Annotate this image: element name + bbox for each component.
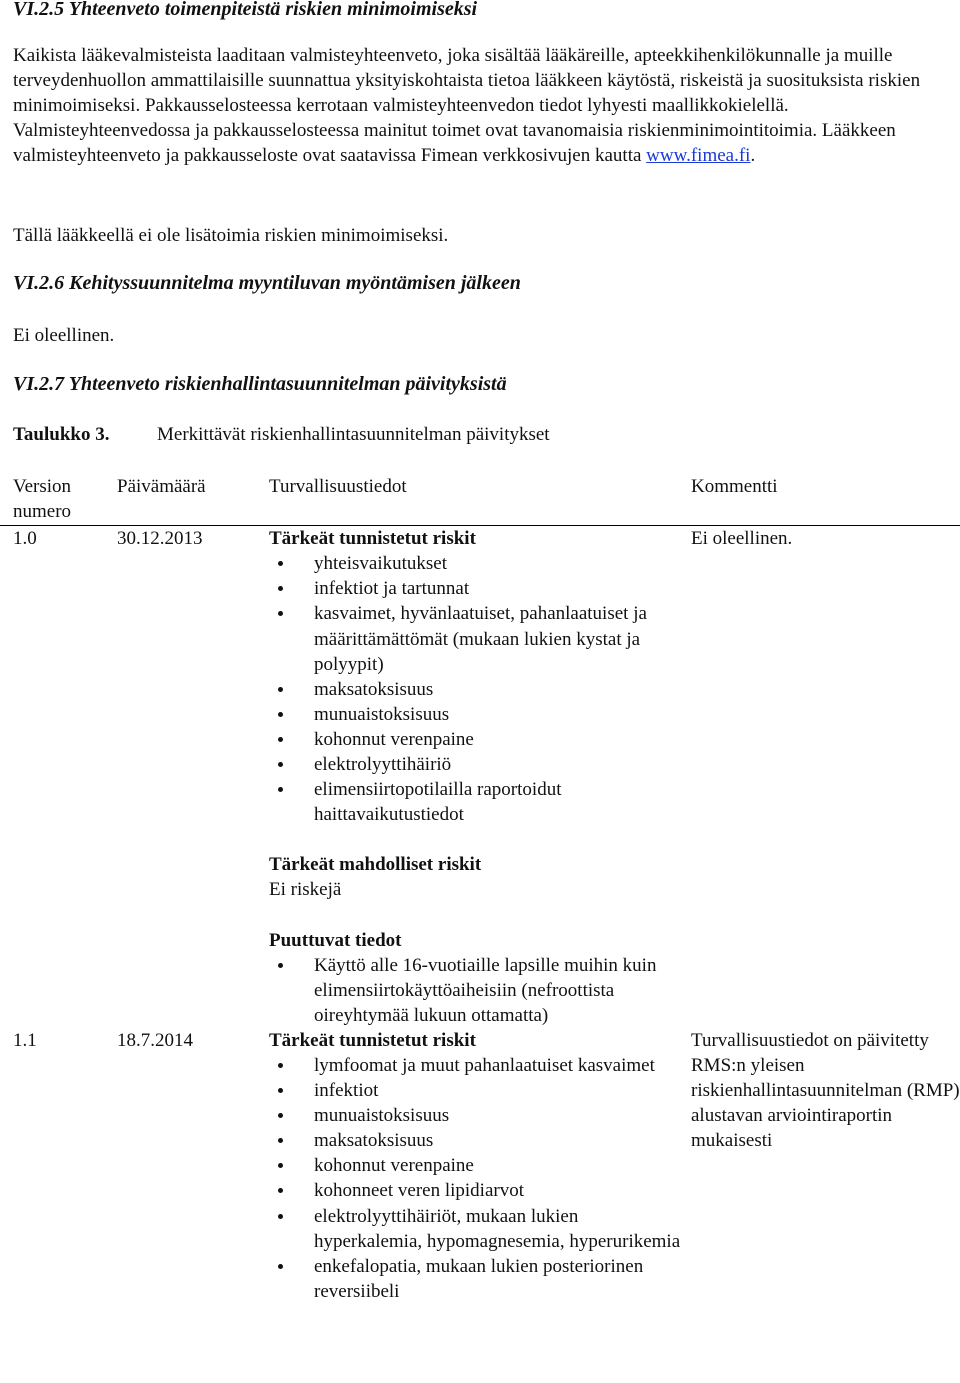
header-version: Version numero	[13, 476, 72, 523]
list-item-text: infektiot ja tartunnat	[314, 578, 470, 600]
section-heading-vi-2-7: VI.2.7 Yhteenveto riskienhallintasuunnitelman päivityksistä	[13, 373, 507, 395]
bullet-icon	[278, 1188, 283, 1193]
potential-risks-title: Tärkeät mahdolliset riskit	[269, 854, 482, 876]
list-item-text: elektrolyyttihäiriöt, mukaan lukien hyperkalemia, hypomagnesemia, hyperurikemia	[314, 1205, 681, 1252]
bullet-icon	[278, 712, 283, 717]
paragraph-end: .	[750, 145, 756, 167]
table-caption-text: Merkittävät riskienhallintasuunnitelman päivitykset	[157, 424, 550, 445]
list-item	[269, 777, 691, 827]
cell-version: 1.0	[13, 528, 37, 550]
header-date: Päivämäärä	[117, 476, 206, 497]
list-item-text: kasvaimet, hyvänlaatuiset, pahanlaatuiset ja määrittämättömät (mukaan lukien kystat ja polyypit)	[314, 603, 647, 675]
bullet-icon	[278, 1214, 283, 1219]
fimea-link[interactable]: www.fimea.fi	[646, 145, 751, 167]
header-safety-info: Turvallisuustiedot	[269, 476, 407, 497]
list-item	[269, 1178, 691, 1203]
table-number: Taulukko 3.	[13, 424, 110, 445]
table-row	[0, 526, 960, 1028]
bullet-icon	[278, 737, 283, 742]
bullet-icon	[278, 561, 283, 566]
paragraph-risk-minimisation	[13, 43, 948, 168]
list-item-text: lymfoomat ja muut pahanlaatuiset kasvaimet	[314, 1054, 655, 1076]
bullet-icon	[278, 1088, 283, 1093]
list-item-text: Käyttö alle 16-vuotiaille lapsille muihin kuin elimensiirtokäyttöaiheisiin (nefroottista oireyhtymää lukuun ottamatta)	[314, 954, 657, 1026]
list-item	[269, 601, 691, 676]
bullet-icon	[278, 762, 283, 767]
cell-safety-info	[269, 1028, 691, 1304]
bullet-icon	[278, 1063, 283, 1068]
table-caption	[13, 424, 550, 446]
list-item-text: enkefalopatia, mukaan lukien posteriorinen reversiibeli	[314, 1255, 644, 1302]
cell-comment: Ei oleellinen.	[691, 528, 793, 550]
identified-risks-list	[269, 1053, 691, 1304]
list-item	[269, 551, 691, 576]
bullet-icon	[278, 586, 283, 591]
paragraph-not-relevant: Ei oleellinen.	[13, 325, 115, 346]
paragraph-text: Kaikista lääkevalmisteista laaditaan valmisteyhteenveto, joka sisältää lääkäreille, apteekkihenkilökunnalle ja muille terveydenhuollon ammattilaisille suunnattua yksityiskohtaista tietoa lääkkeen käytöstä, riskeistä ja suosituksista riskien minimoimiseksi. Pakkausselosteessa kerrotaan valmisteyhteenvedon tiedot lyhyesti maallikkokielellä. Valmisteyhteenvedossa ja pakkausselosteessa mainitut toimet ovat tavanomaisia riskienminimointitoimia. Lääkkeen valmisteyhteenveto ja pakkausseloste ovat saatavissa Fimean verkkosivujen kautta	[13, 45, 921, 167]
spacer	[269, 827, 691, 852]
bullet-icon	[278, 1113, 283, 1118]
bullet-icon	[278, 1163, 283, 1168]
identified-risks-title: Tärkeät tunnistetut riskit	[269, 1029, 476, 1051]
list-item-text: munuaistoksisuus	[314, 703, 450, 725]
list-item	[269, 1053, 691, 1078]
list-item	[269, 1153, 691, 1178]
list-item	[269, 1103, 691, 1128]
table-row	[0, 1028, 960, 1304]
list-item	[269, 752, 691, 777]
list-item-text: kohonnut verenpaine	[314, 1155, 474, 1177]
list-item-text: kohonneet veren lipidiarvot	[314, 1180, 524, 1202]
bullet-icon	[278, 787, 283, 792]
spacer	[269, 903, 691, 928]
cell-comment: Turvallisuustiedot on päivitetty RMS:n yleisen riskienhallintasuunnitelman (RMP) alustavan arviointiraportin mukaisesti	[691, 1029, 960, 1152]
identified-risks-title: Tärkeät tunnistetut riskit	[269, 528, 476, 550]
list-item-text: yhteisvaikutukset	[314, 553, 447, 575]
list-item-text: munuaistoksisuus	[314, 1105, 450, 1127]
missing-info-title: Puuttuvat tiedot	[269, 929, 402, 951]
paragraph-no-additional-measures: Tällä lääkkeellä ei ole lisätoimia riskien minimoimiseksi.	[13, 225, 449, 246]
list-item-text: maksatoksisuus	[314, 678, 434, 700]
missing-info-list	[269, 953, 691, 1028]
list-item-text: infektiot	[314, 1080, 379, 1102]
cell-safety-info	[269, 526, 691, 1028]
list-item-text: elektrolyyttihäiriö	[314, 754, 452, 776]
list-item	[269, 702, 691, 727]
list-item	[269, 1254, 691, 1304]
list-item	[269, 727, 691, 752]
list-item	[269, 1128, 691, 1153]
list-item	[269, 576, 691, 601]
list-item	[269, 677, 691, 702]
bullet-icon	[278, 1264, 283, 1269]
bullet-icon	[278, 1138, 283, 1143]
section-heading-vi-2-5: VI.2.5 Yhteenveto toimenpiteistä riskien minimoimiseksi	[13, 0, 478, 20]
list-item-text: maksatoksisuus	[314, 1130, 434, 1152]
rmp-updates-table	[0, 474, 960, 1304]
table-header-row	[0, 474, 960, 525]
identified-risks-list	[269, 551, 691, 827]
cell-date: 30.12.2013	[117, 528, 203, 550]
list-item-text: elimensiirtopotilailla raportoidut haittavaikutustiedot	[314, 779, 562, 826]
list-item	[269, 1204, 691, 1254]
list-item	[269, 953, 691, 1028]
section-heading-vi-2-6: VI.2.6 Kehityssuunnitelma myyntiluvan myöntämisen jälkeen	[13, 272, 521, 294]
cell-version: 1.1	[13, 1029, 37, 1051]
header-comment: Kommentti	[691, 476, 778, 497]
bullet-icon	[278, 963, 283, 968]
cell-date: 18.7.2014	[117, 1029, 193, 1051]
list-item-text: kohonnut verenpaine	[314, 728, 474, 750]
list-item	[269, 1078, 691, 1103]
potential-risks-text: Ei riskejä	[269, 879, 342, 901]
bullet-icon	[278, 611, 283, 616]
bullet-icon	[278, 687, 283, 692]
